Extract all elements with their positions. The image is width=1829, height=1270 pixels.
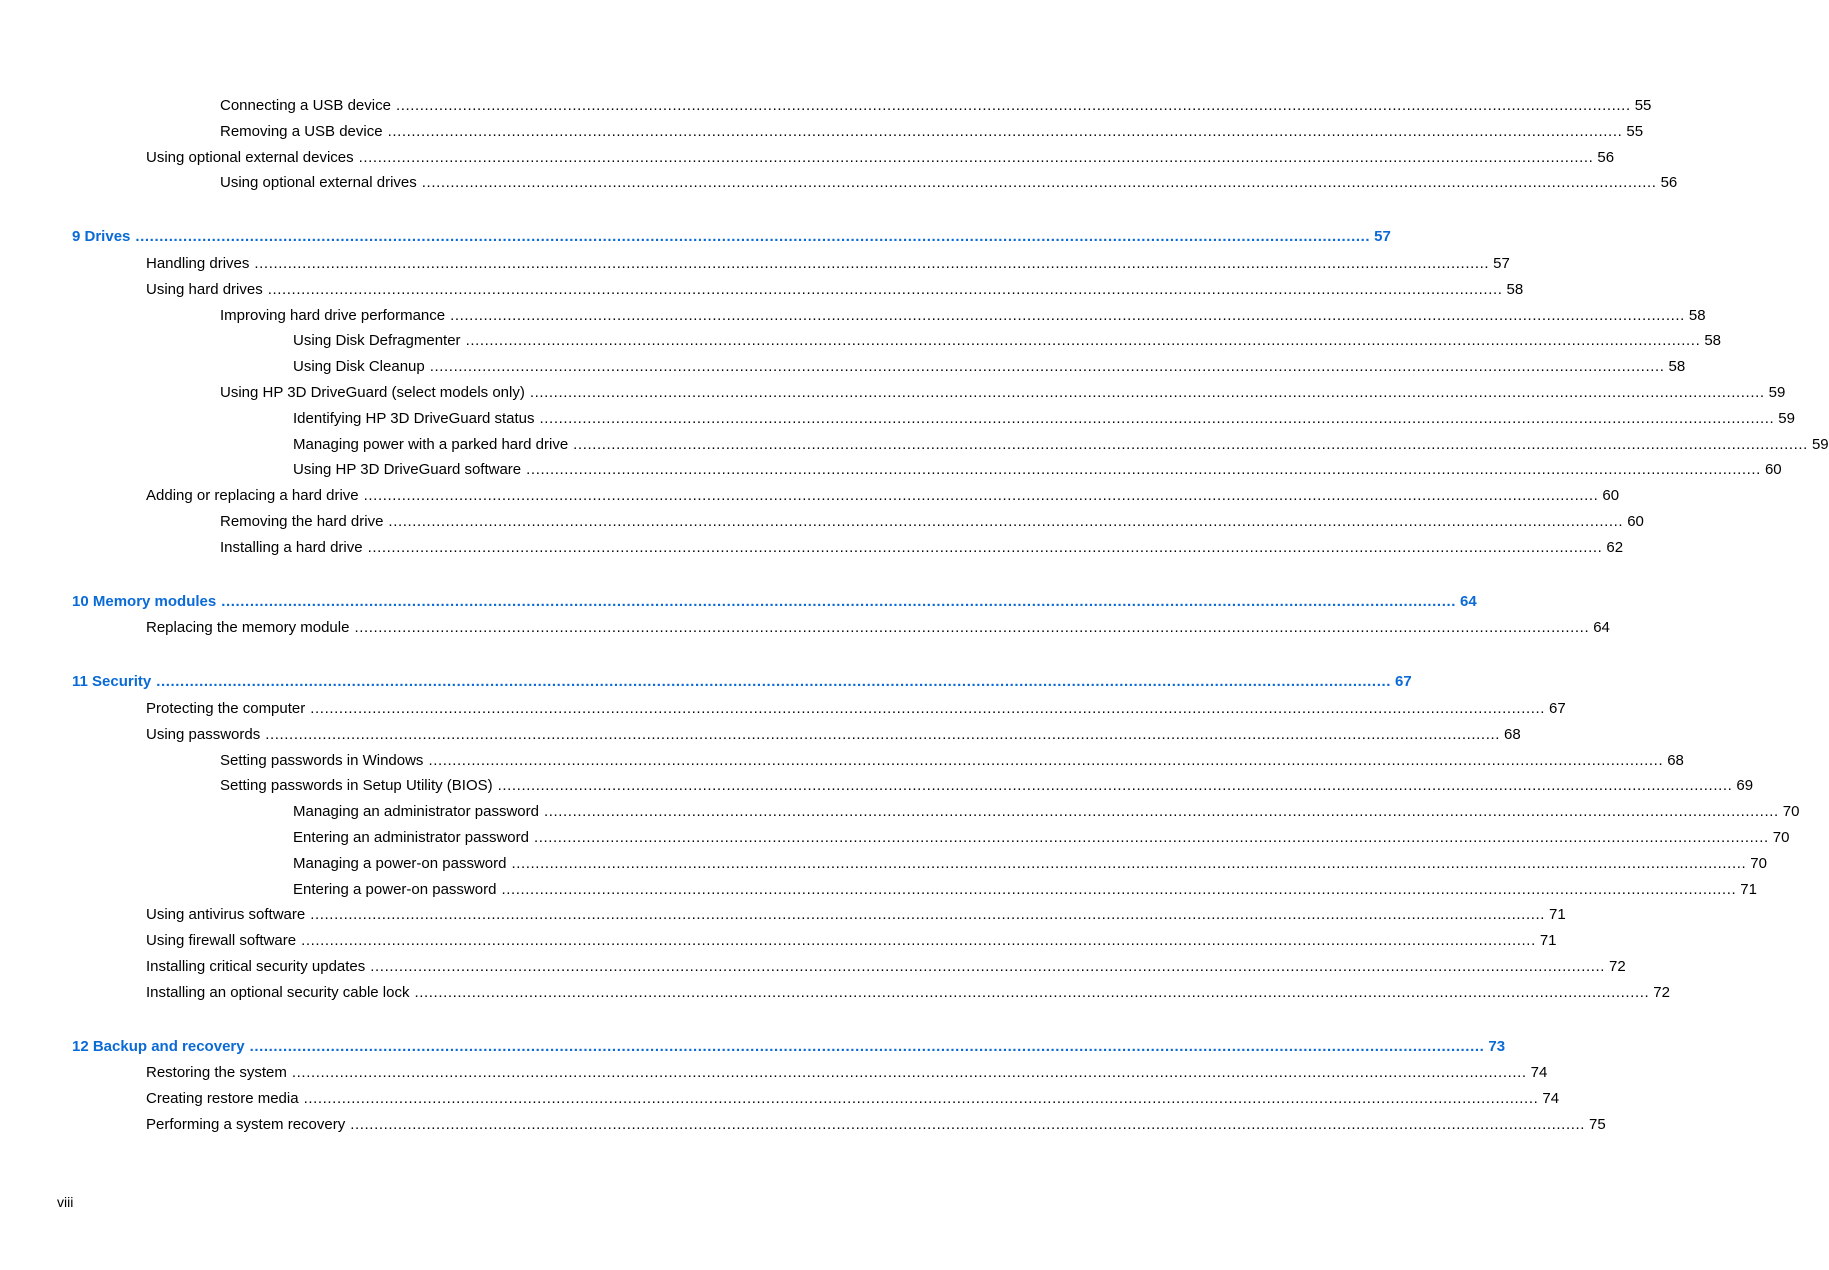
toc-entry-page: 67 xyxy=(1395,673,1412,690)
toc-entry-page: 72 xyxy=(1609,958,1626,975)
toc-entry[interactable] xyxy=(220,750,1684,772)
toc-entry[interactable] xyxy=(220,382,1786,404)
toc-entry-title: Removing the hard drive xyxy=(220,513,384,530)
toc-entry-page: 72 xyxy=(1653,984,1670,1001)
toc-entry-page: 71 xyxy=(1549,906,1566,923)
toc-entry[interactable] xyxy=(146,1062,1548,1084)
toc-entry-title: Creating restore media xyxy=(146,1090,299,1107)
dot-leader: ................................................................................................................................................................................................................................................................... xyxy=(301,932,1536,949)
dot-leader: ................................................................................................................................................................................................................................................................... xyxy=(526,461,1761,478)
toc-entry-title: Replacing the memory module xyxy=(146,619,350,636)
toc-entry-title: 11 Security xyxy=(72,673,152,690)
toc-entry[interactable] xyxy=(146,698,1566,720)
toc-entry-title: Using antivirus software xyxy=(146,906,306,923)
toc-entry-page: 59 xyxy=(1811,436,1829,453)
toc-entry-title: Installing a hard drive xyxy=(220,539,363,556)
toc-entry[interactable] xyxy=(220,121,1644,143)
toc-entry-title: Using hard drives xyxy=(146,281,263,298)
toc-entry[interactable] xyxy=(146,982,1670,1004)
dot-leader: ................................................................................................................................................................................................................................................................... xyxy=(497,777,1733,794)
dot-leader: ................................................................................................................................................................................................................................................................... xyxy=(249,1038,1485,1055)
page-number-folio: viii xyxy=(57,1194,74,1210)
toc-entry[interactable] xyxy=(146,1088,1560,1110)
toc-entry[interactable] xyxy=(293,853,1767,875)
toc-entry-page: 68 xyxy=(1504,726,1521,743)
toc-entry-title: Using Disk Cleanup xyxy=(293,358,425,375)
toc-entry[interactable] xyxy=(146,956,1626,978)
dot-leader: ................................................................................................................................................................................................................................................................... xyxy=(529,384,1765,401)
dot-leader: ................................................................................................................................................................................................................................................................... xyxy=(350,1116,1586,1133)
dot-leader: ................................................................................................................................................................................................................................................................... xyxy=(395,97,1631,114)
toc-entry[interactable] xyxy=(293,434,1829,456)
toc-entry-page: 71 xyxy=(1740,881,1757,898)
toc-entry-page: 57 xyxy=(1493,255,1510,272)
toc-entry-title: 12 Backup and recovery xyxy=(72,1038,245,1055)
toc-entry[interactable] xyxy=(293,408,1795,430)
dot-leader: ................................................................................................................................................................................................................................................................... xyxy=(501,881,1737,898)
toc-entry-title: Setting passwords in Windows xyxy=(220,752,424,769)
toc-entry-page: 68 xyxy=(1667,752,1684,769)
toc-chapter-entry[interactable] xyxy=(72,671,1412,693)
toc-entry-title: Handling drives xyxy=(146,255,250,272)
dot-leader: ................................................................................................................................................................................................................................................................... xyxy=(135,228,1371,245)
toc-chapter-entry[interactable] xyxy=(72,226,1391,248)
toc-entry-title: 10 Memory modules xyxy=(72,593,217,610)
toc-entry-page: 70 xyxy=(1750,855,1767,872)
toc-entry-title: Installing critical security updates xyxy=(146,958,366,975)
toc-entry-title: 9 Drives xyxy=(72,228,131,245)
dot-leader: ................................................................................................................................................................................................................................................................... xyxy=(429,358,1665,375)
toc-entry-page: 67 xyxy=(1549,700,1566,717)
toc-entry-title: Performing a system recovery xyxy=(146,1116,346,1133)
dot-leader: ................................................................................................................................................................................................................................................................... xyxy=(267,281,1503,298)
toc-entry-page: 69 xyxy=(1736,777,1754,794)
dot-leader: ................................................................................................................................................................................................................................................................... xyxy=(358,149,1594,166)
toc-entry[interactable] xyxy=(146,617,1610,639)
toc-entry-page: 60 xyxy=(1764,461,1782,478)
dot-leader: ................................................................................................................................................................................................................................................................... xyxy=(310,700,1546,717)
toc-entry-page: 64 xyxy=(1593,619,1610,636)
toc-entry-page: 55 xyxy=(1626,123,1644,140)
toc-entry[interactable] xyxy=(146,1114,1606,1136)
toc-entry-page: 58 xyxy=(1668,358,1686,375)
toc-entry[interactable] xyxy=(293,330,1722,352)
dot-leader: ................................................................................................................................................................................................................................................................... xyxy=(363,487,1599,504)
toc-entry-page: 58 xyxy=(1506,281,1524,298)
dot-leader: ................................................................................................................................................................................................................................................................... xyxy=(388,513,1624,530)
toc-entry-title: Using passwords xyxy=(146,726,261,743)
toc-entry[interactable] xyxy=(293,827,1790,849)
toc-entry-title: Managing power with a parked hard drive xyxy=(293,436,569,453)
toc-entry-title: Entering an administrator password xyxy=(293,829,529,846)
toc-entry[interactable] xyxy=(146,279,1524,301)
dot-leader: ................................................................................................................................................................................................................................................................... xyxy=(511,855,1747,872)
toc-entry-title: Installing an optional security cable lock xyxy=(146,984,410,1001)
toc-entry-page: 56 xyxy=(1597,149,1615,166)
toc-entry-title: Entering a power-on password xyxy=(293,881,497,898)
dot-leader: ................................................................................................................................................................................................................................................................... xyxy=(291,1064,1527,1081)
toc-entry[interactable] xyxy=(220,775,1754,797)
toc-entry-page: 71 xyxy=(1539,932,1557,949)
toc-entry-title: Using Disk Defragmenter xyxy=(293,332,461,349)
toc-entry-title: Identifying HP 3D DriveGuard status xyxy=(293,410,535,427)
toc-entry[interactable] xyxy=(220,95,1652,117)
toc-entry[interactable] xyxy=(293,459,1782,481)
toc-entry-title: Managing an administrator password xyxy=(293,803,539,820)
dot-leader: ................................................................................................................................................................................................................................................................... xyxy=(156,673,1391,690)
toc-entry-page: 74 xyxy=(1530,1064,1548,1081)
dot-leader: ................................................................................................................................................................................................................................................................... xyxy=(370,958,1606,975)
toc-entry-title: Using optional external drives xyxy=(220,174,417,191)
toc-entry-page: 56 xyxy=(1660,174,1678,191)
toc-entry[interactable] xyxy=(293,356,1686,378)
toc-entry-page: 70 xyxy=(1772,829,1790,846)
toc-entry-title: Adding or replacing a hard drive xyxy=(146,487,359,504)
toc-entry-page: 55 xyxy=(1634,97,1652,114)
toc-entry-title: Removing a USB device xyxy=(220,123,383,140)
toc-entry-title: Using HP 3D DriveGuard software xyxy=(293,461,522,478)
toc-entry-page: 59 xyxy=(1778,410,1795,427)
toc-entry-title: Using HP 3D DriveGuard (select models only) xyxy=(220,384,525,401)
toc-entry[interactable] xyxy=(220,305,1706,327)
dot-leader: ................................................................................................................................................................................................................................................................... xyxy=(310,906,1546,923)
toc-entry[interactable] xyxy=(146,724,1521,746)
toc-chapter-entry[interactable] xyxy=(72,1036,1506,1058)
dot-leader: ................................................................................................................................................................................................................................................................... xyxy=(387,123,1623,140)
toc-entry-page: 75 xyxy=(1589,1116,1606,1133)
toc-entry[interactable] xyxy=(146,904,1566,926)
dot-leader: ................................................................................................................................................................................................................................................................... xyxy=(533,829,1769,846)
dot-leader: ................................................................................................................................................................................................................................................................... xyxy=(367,539,1603,556)
toc-entry-page: 64 xyxy=(1460,593,1477,610)
toc-entry[interactable] xyxy=(293,801,1800,823)
toc-entry-page: 62 xyxy=(1606,539,1624,556)
toc-entry[interactable] xyxy=(220,537,1624,559)
toc-entry-page: 58 xyxy=(1704,332,1722,349)
dot-leader: ................................................................................................................................................................................................................................................................... xyxy=(539,410,1775,427)
toc-entry-title: Restoring the system xyxy=(146,1064,287,1081)
toc-entry-title: Connecting a USB device xyxy=(220,97,391,114)
dot-leader: ................................................................................................................................................................................................................................................................... xyxy=(421,174,1657,191)
dot-leader: ................................................................................................................................................................................................................................................................... xyxy=(354,619,1590,636)
toc-entry-title: Using optional external devices xyxy=(146,149,354,166)
dot-leader: ................................................................................................................................................................................................................................................................... xyxy=(265,726,1500,743)
toc-entry-title: Protecting the computer xyxy=(146,700,306,717)
toc-entry-page: 60 xyxy=(1627,513,1644,530)
dot-leader: ................................................................................................................................................................................................................................................................... xyxy=(221,593,1456,610)
toc-entry-page: 57 xyxy=(1374,228,1391,245)
dot-leader: ................................................................................................................................................................................................................................................................... xyxy=(543,803,1779,820)
toc-entry-title: Improving hard drive performance xyxy=(220,307,446,324)
toc-entry[interactable] xyxy=(293,879,1757,901)
toc-entry-title: Using firewall software xyxy=(146,932,297,949)
toc-entry-page: 74 xyxy=(1542,1090,1560,1107)
toc-entry-page: 60 xyxy=(1602,487,1620,504)
toc-entry[interactable] xyxy=(146,485,1620,507)
toc-chapter-entry[interactable] xyxy=(72,591,1477,613)
dot-leader: ................................................................................................................................................................................................................................................................... xyxy=(428,752,1664,769)
toc-entry-page: 70 xyxy=(1782,803,1800,820)
toc-entry[interactable] xyxy=(146,253,1510,275)
dot-leader: ................................................................................................................................................................................................................................................................... xyxy=(465,332,1701,349)
dot-leader: ................................................................................................................................................................................................................................................................... xyxy=(573,436,1808,453)
dot-leader: ................................................................................................................................................................................................................................................................... xyxy=(414,984,1650,1001)
toc-entry[interactable] xyxy=(220,511,1644,533)
toc-entry-title: Setting passwords in Setup Utility (BIOS) xyxy=(220,777,493,794)
toc-entry-page: 59 xyxy=(1768,384,1786,401)
toc-entry[interactable] xyxy=(146,930,1557,952)
toc-entry[interactable] xyxy=(146,147,1615,169)
toc-entry-title: Managing a power-on password xyxy=(293,855,507,872)
dot-leader: ................................................................................................................................................................................................................................................................... xyxy=(450,307,1685,324)
toc-entry-page: 58 xyxy=(1688,307,1706,324)
dot-leader: ................................................................................................................................................................................................................................................................... xyxy=(254,255,1490,272)
toc-entry[interactable] xyxy=(220,172,1678,194)
dot-leader: ................................................................................................................................................................................................................................................................... xyxy=(303,1090,1539,1107)
toc-entry-page: 73 xyxy=(1488,1038,1506,1055)
